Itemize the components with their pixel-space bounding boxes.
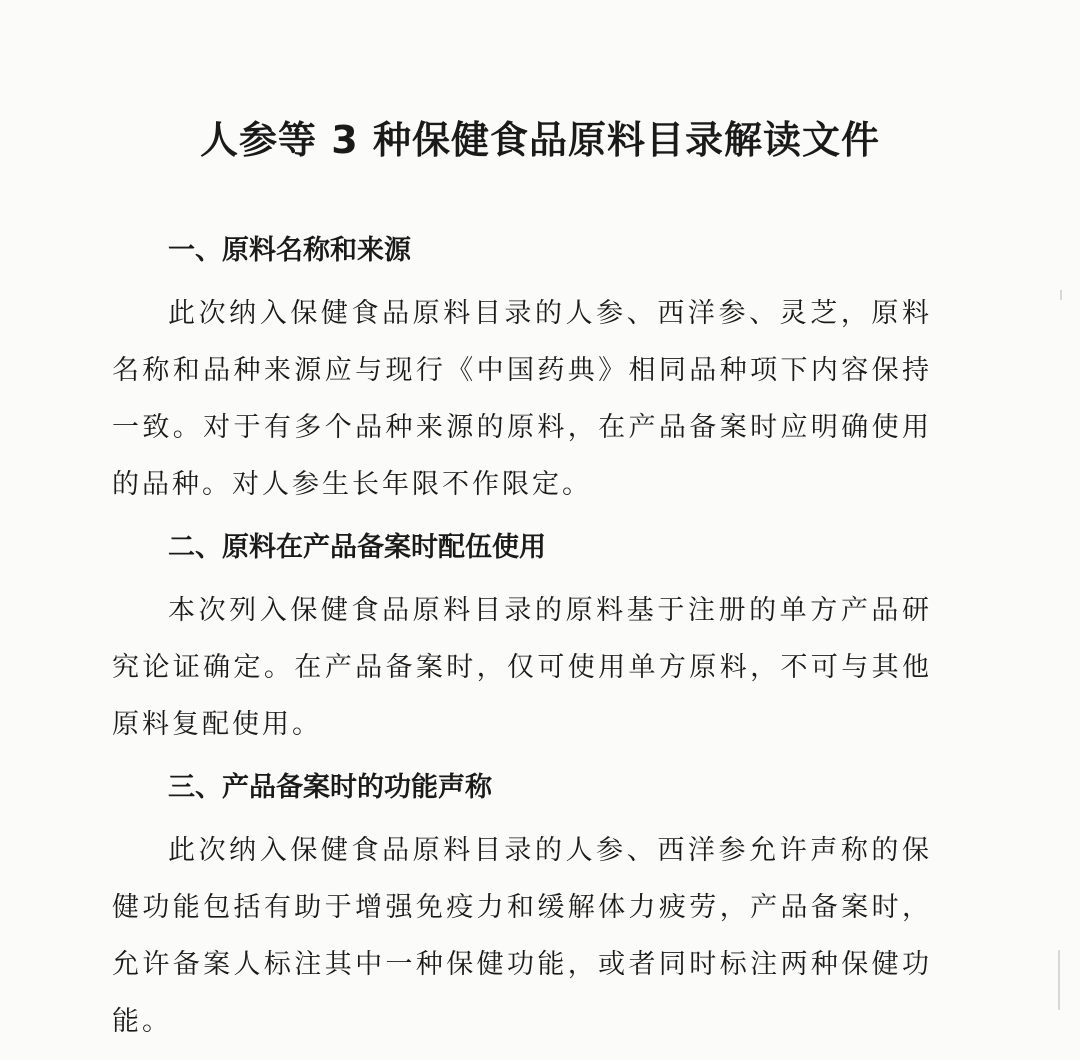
section-paragraph: 本次列入保健食品原料目录的原料基于注册的单方产品研究论证确定。在产品备案时，仅可使用单方原料，不可与其他原料复配使用。 bbox=[112, 595, 932, 740]
section-heading: 三、产品备案时的功能声称 bbox=[168, 772, 492, 803]
document-body bbox=[112, 228, 932, 1062]
section-3 bbox=[112, 765, 932, 1050]
scan-edge-mark bbox=[1060, 290, 1062, 300]
section-1 bbox=[112, 228, 932, 513]
scan-edge-mark bbox=[1058, 950, 1060, 1010]
section-paragraph: 此次纳入保健食品原料目录的人参、西洋参允许声称的保健功能包括有助于增强免疫力和缓解体力疲劳，产品备案时，允许备案人标注其中一种保健功能，或者同时标注两种保健功能。 bbox=[112, 835, 932, 1037]
section-heading: 二、原料在产品备案时配伍使用 bbox=[168, 532, 546, 563]
document-title: 人参等 3 种保健食品原料目录解读文件 bbox=[200, 118, 880, 162]
section-heading: 一、原料名称和来源 bbox=[168, 235, 411, 266]
section-paragraph: 此次纳入保健食品原料目录的人参、西洋参、灵芝，原料名称和品种来源应与现行《中国药典》相同品种项下内容保持一致。对于有多个品种来源的原料，在产品备案时应明确使用的品种。对人参生长年限不作限定。 bbox=[112, 298, 932, 500]
section-2 bbox=[112, 525, 932, 753]
